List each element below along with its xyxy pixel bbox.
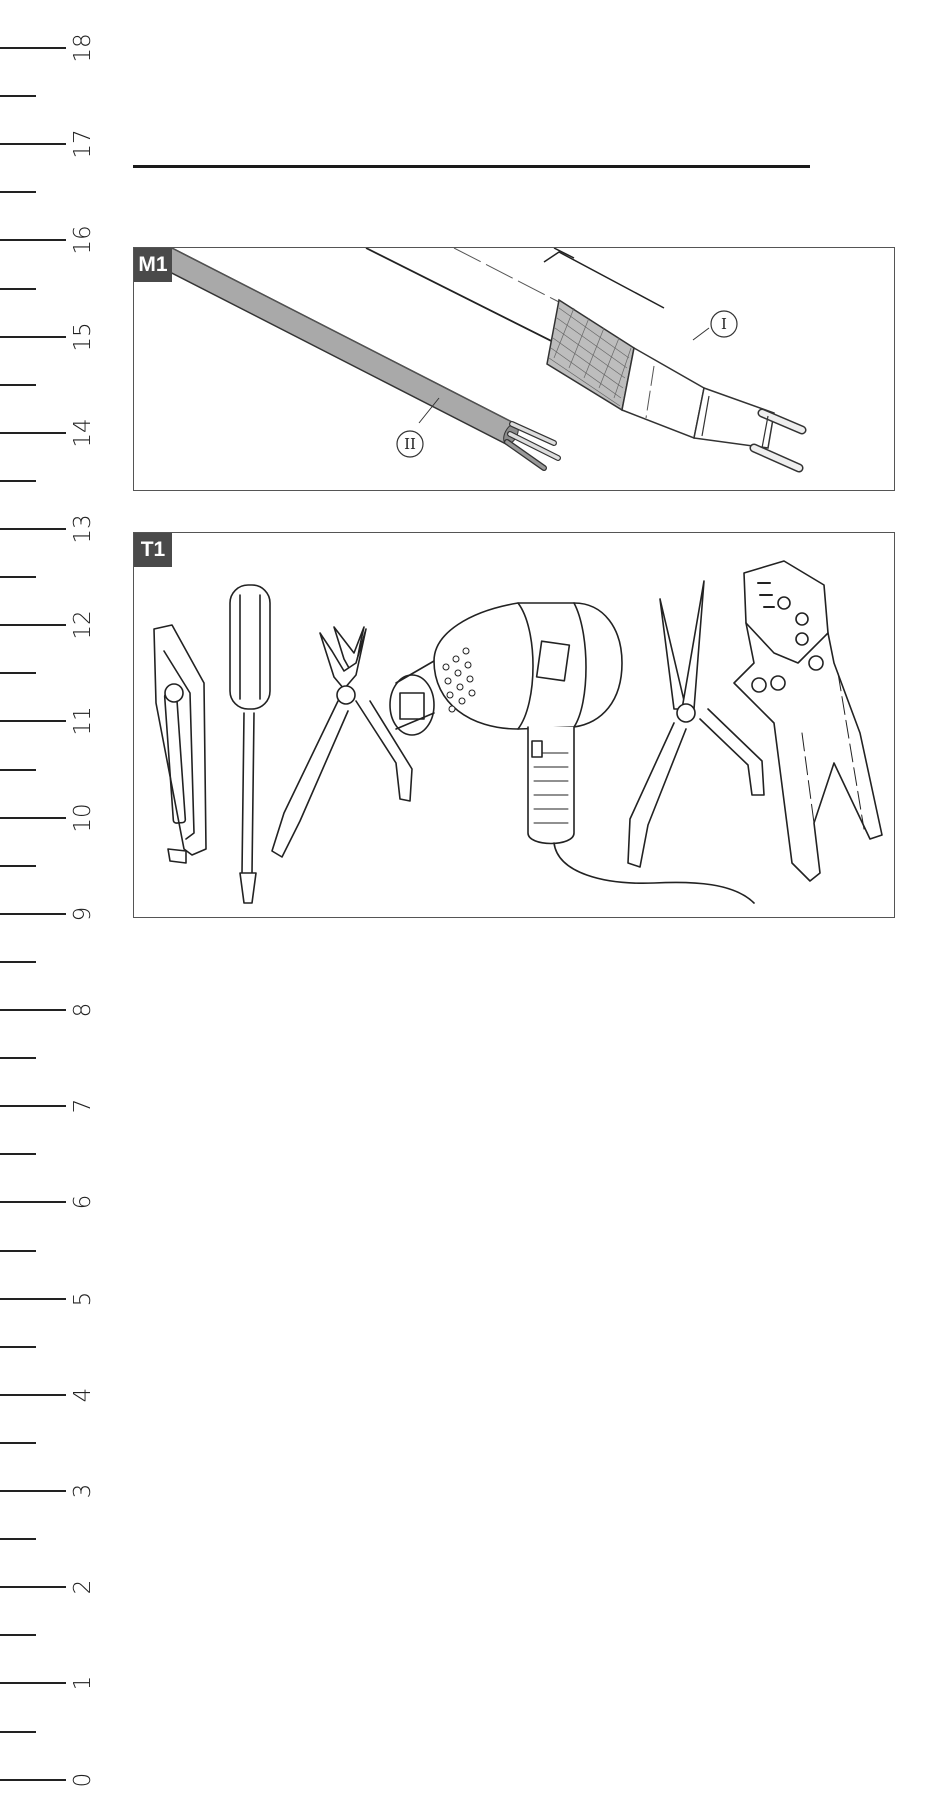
ruler-major-tick (0, 143, 66, 145)
ruler-major-tick (0, 239, 66, 241)
ruler-label: 6 (69, 1195, 96, 1210)
ruler-minor-tick (0, 1634, 36, 1636)
ruler-major-tick (0, 1394, 66, 1396)
ruler-label: 9 (69, 906, 96, 922)
ruler-major-tick (0, 624, 66, 626)
ruler-minor-tick (0, 384, 36, 386)
ruler-minor-tick (0, 1250, 36, 1252)
ruler-minor-tick (0, 1153, 36, 1155)
ruler-label: 17 (69, 129, 96, 159)
ruler-minor-tick (0, 865, 36, 867)
ruler-major-tick (0, 720, 66, 722)
ruler-label: 14 (69, 418, 96, 448)
side-cutter-icon (272, 627, 412, 857)
ruler-major-tick (0, 913, 66, 915)
ruler-minor-tick (0, 769, 36, 771)
ruler-label: 0 (69, 1772, 96, 1787)
ruler-major-tick (0, 1105, 66, 1107)
ruler-label: 10 (69, 802, 96, 833)
ruler-label: 5 (69, 1291, 96, 1306)
utility-knife-icon (154, 625, 206, 863)
ruler-minor-tick (0, 1442, 36, 1444)
ruler-major-tick (0, 47, 66, 49)
ruler-major-tick (0, 1009, 66, 1011)
ruler-label: 7 (69, 1098, 96, 1114)
ruler-minor-tick (0, 1731, 36, 1733)
ruler-minor-tick (0, 576, 36, 578)
ruler-major-tick (0, 336, 66, 338)
ruler-label: 13 (69, 514, 96, 544)
ruler-minor-tick (0, 288, 36, 290)
panel-t1-tools (133, 532, 895, 918)
panel-m1-badge: M1 (134, 248, 172, 282)
ruler-label: 11 (69, 706, 96, 737)
ruler-minor-tick (0, 95, 36, 97)
ruler-label: 15 (69, 321, 96, 352)
ruler-major-tick (0, 432, 66, 434)
ruler-minor-tick (0, 1057, 36, 1059)
ruler-minor-tick (0, 961, 36, 963)
panel-t1-badge: T1 (134, 533, 172, 567)
ruler-label: 18 (69, 33, 96, 63)
svg-text:II: II (404, 435, 416, 453)
screwdriver-icon (230, 585, 270, 903)
ruler-minor-tick (0, 480, 36, 482)
panel-m1-materials (133, 247, 895, 491)
ruler-major-tick (0, 1298, 66, 1300)
ruler-label: 12 (69, 610, 96, 640)
flat-heating-cable-icon (366, 248, 802, 468)
cable-illustration (134, 248, 894, 490)
ruler-label: 4 (69, 1387, 96, 1403)
needle-nose-pliers-icon (628, 581, 764, 867)
svg-text:I: I (721, 315, 727, 333)
ruler-label: 1 (69, 1676, 96, 1691)
callout-I (693, 311, 737, 340)
ruler-major-tick (0, 817, 66, 819)
ruler-minor-tick (0, 191, 36, 193)
tools-illustration (134, 533, 894, 917)
ruler-minor-tick (0, 1538, 36, 1540)
side-ruler (0, 0, 110, 1803)
ruler-label: 2 (69, 1579, 96, 1595)
ruler-minor-tick (0, 672, 36, 674)
ruler-major-tick (0, 1586, 66, 1588)
ruler-label: 3 (69, 1483, 96, 1499)
ruler-major-tick (0, 528, 66, 530)
ruler-label: 8 (69, 1002, 96, 1018)
ruler-major-tick (0, 1490, 66, 1492)
ruler-minor-tick (0, 1346, 36, 1348)
ruler-major-tick (0, 1779, 66, 1781)
ruler-major-tick (0, 1201, 66, 1203)
ruler-major-tick (0, 1682, 66, 1684)
crimping-tool-icon (734, 561, 882, 881)
ruler-label: 16 (69, 225, 96, 256)
header-rule (133, 165, 810, 168)
